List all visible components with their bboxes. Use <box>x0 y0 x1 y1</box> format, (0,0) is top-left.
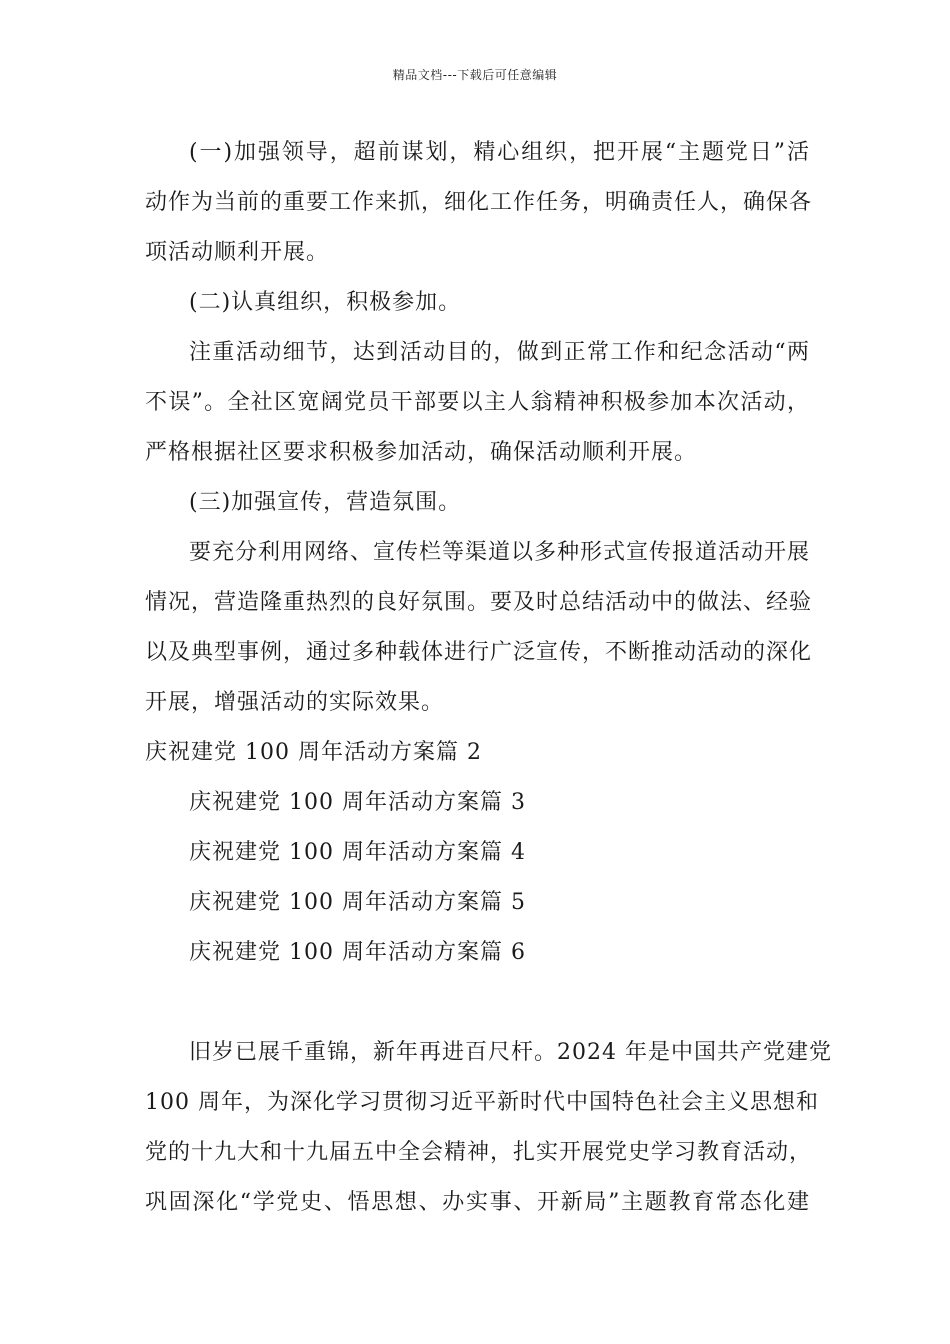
paragraph-line: (一)加强领导，超前谋划，精心组织，把开展“主题党日”活 <box>189 140 810 165</box>
section-heading: (二)认真组织，积极参加。 <box>189 290 462 315</box>
plan-title: 庆祝建党 100 周年活动方案篇 3 <box>189 790 526 815</box>
paragraph-line: 党的十九大和十九届五中全会精神，扎实开展党史学习教育活动， <box>145 1140 813 1165</box>
paragraph-line: 动作为当前的重要工作来抓，细化工作任务，明确责任人，确保各 <box>145 190 813 215</box>
paragraph-line: 不误”。全社区宽阔党员干部要以主人翁精神积极参加本次活动， <box>145 390 810 415</box>
paragraph-line: 注重活动细节，达到活动目的，做到正常工作和纪念活动“两 <box>189 340 810 365</box>
paragraph-line: 要充分利用网络、宣传栏等渠道以多种形式宣传报道活动开展 <box>189 540 811 565</box>
plan-title: 庆祝建党 100 周年活动方案篇 2 <box>145 740 482 765</box>
blank-gap <box>145 978 810 1028</box>
page-header: 精品文档---下载后可任意编辑 <box>392 68 558 82</box>
paragraph-line: 开展，增强活动的实际效果。 <box>145 690 445 715</box>
plan-title: 庆祝建党 100 周年活动方案篇 6 <box>189 940 526 965</box>
plan-title: 庆祝建党 100 周年活动方案篇 5 <box>189 890 526 915</box>
section-heading: (三)加强宣传，营造氛围。 <box>189 490 462 515</box>
plan-title: 庆祝建党 100 周年活动方案篇 4 <box>189 840 526 865</box>
paragraph-line: 旧岁已展千重锦，新年再进百尺杆。2024 年是中国共产党建党 <box>189 1040 832 1065</box>
paragraph-line: 以及典型事例，通过多种载体进行广泛宣传，不断推动活动的深化 <box>145 640 813 665</box>
paragraph-line: 严格根据社区要求积极参加活动，确保活动顺利开展。 <box>145 440 698 465</box>
paragraph-line: 项活动顺利开展。 <box>145 240 330 265</box>
paragraph-line: 情况，营造隆重热烈的良好氛围。要及时总结活动中的做法、经验 <box>145 590 813 615</box>
paragraph-line: 100 周年，为深化学习贯彻习近平新时代中国特色社会主义思想和 <box>145 1090 819 1115</box>
paragraph-line: 巩固深化“学党史、悟思想、办实事、开新局”主题教育常态化建 <box>145 1190 810 1215</box>
document-body <box>145 128 832 1228</box>
